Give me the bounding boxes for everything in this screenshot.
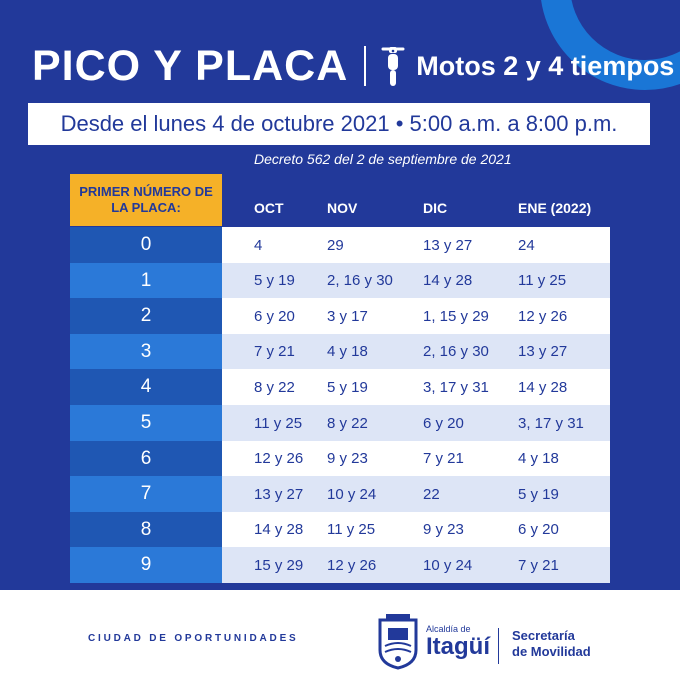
- month-header-ene: ENE (2022): [518, 200, 592, 216]
- date-cell: 1, 15 y 29: [423, 307, 489, 325]
- date-cell: 14 y 28: [423, 272, 473, 290]
- date-cell: 13 y 27: [518, 343, 568, 361]
- plate-digit: 3: [70, 334, 222, 370]
- table-row: [70, 405, 610, 441]
- month-header-oct: OCT: [254, 200, 284, 216]
- date-cell: 8 y 22: [327, 414, 368, 432]
- brand-name: Itagüí: [426, 633, 490, 660]
- date-cell: 7 y 21: [423, 450, 464, 468]
- department-line-1: Secretaría: [512, 628, 575, 643]
- date-cell: 12 y 26: [518, 307, 568, 325]
- date-cell: 5 y 19: [327, 378, 368, 396]
- decree-note: Decreto 562 del 2 de septiembre de 2021: [254, 151, 512, 167]
- plate-number-label: PRIMER NÚMERO DE LA PLACA:: [70, 174, 222, 226]
- table-row: [70, 441, 610, 477]
- itagui-brand: [426, 624, 490, 660]
- date-cell: 3, 17 y 31: [518, 414, 584, 432]
- title-row: [32, 38, 674, 94]
- date-cells: [222, 334, 610, 370]
- plate-digit: 5: [70, 405, 222, 441]
- date-cell: 22: [423, 485, 440, 503]
- footer-slogan: CIUDAD DE OPORTUNIDADES: [88, 633, 299, 644]
- date-cell: 2, 16 y 30: [327, 272, 393, 290]
- date-cell: 6 y 20: [254, 307, 295, 325]
- title-separator: [364, 46, 366, 86]
- date-cell: 6 y 20: [423, 414, 464, 432]
- crest-icon: [376, 612, 420, 670]
- plate-digit: 1: [70, 263, 222, 299]
- date-cell: 8 y 22: [254, 378, 295, 396]
- table-row: [70, 298, 610, 334]
- plate-digit: 2: [70, 298, 222, 334]
- date-cell: 3, 17 y 31: [423, 378, 489, 396]
- date-cell: 13 y 27: [423, 236, 473, 254]
- table-row: [70, 547, 610, 583]
- date-cells: [222, 227, 610, 263]
- table-row: [70, 334, 610, 370]
- date-cell: 14 y 28: [518, 378, 568, 396]
- date-cell: 10 y 24: [423, 556, 473, 574]
- date-cell: 13 y 27: [254, 485, 304, 503]
- department-name: [512, 628, 591, 660]
- date-cell: 11 y 25: [518, 272, 567, 290]
- plate-digit: 7: [70, 476, 222, 512]
- table-row: [70, 263, 610, 299]
- motorcycle-icon: [380, 43, 406, 89]
- date-cell: 12 y 26: [254, 450, 304, 468]
- table-row: [70, 369, 610, 405]
- date-cell: 5 y 19: [254, 272, 295, 290]
- date-range-banner: Desde el lunes 4 de octubre 2021 • 5:00 a.m. a 8:00 p.m.: [28, 103, 650, 145]
- footer-separator: [498, 628, 499, 664]
- page-subtitle: Motos 2 y 4 tiempos: [416, 50, 675, 81]
- date-cells: [222, 369, 610, 405]
- date-cell: 11 y 25: [254, 414, 303, 432]
- plate-digit: 6: [70, 441, 222, 477]
- date-cell: 15 y 29: [254, 556, 304, 574]
- date-cell: 11 y 25: [327, 521, 376, 539]
- department-line-2: de Movilidad: [512, 644, 591, 659]
- date-cell: 14 y 28: [254, 521, 304, 539]
- brand-prefix: Alcaldía de: [426, 624, 471, 634]
- date-cell: 4 y 18: [518, 450, 559, 468]
- plate-digit: 9: [70, 547, 222, 583]
- date-cell: 6 y 20: [518, 521, 559, 539]
- date-cells: [222, 405, 610, 441]
- date-cell: 3 y 17: [327, 307, 368, 325]
- date-cell: 7 y 21: [518, 556, 559, 574]
- plate-digit: 8: [70, 512, 222, 548]
- date-cells: [222, 476, 610, 512]
- date-cell: 29: [327, 236, 344, 254]
- page-title: PICO Y PLACA: [32, 41, 349, 90]
- date-cells: [222, 441, 610, 477]
- date-cells: [222, 547, 610, 583]
- date-cell: 7 y 21: [254, 343, 295, 361]
- date-cell: 10 y 24: [327, 485, 377, 503]
- month-header-dic: DIC: [423, 200, 448, 216]
- date-cells: [222, 263, 610, 299]
- date-cell: 2, 16 y 30: [423, 343, 489, 361]
- date-cell: 12 y 26: [327, 556, 377, 574]
- date-cell: 9 y 23: [327, 450, 368, 468]
- month-header-nov: NOV: [327, 200, 358, 216]
- plate-digit: 4: [70, 369, 222, 405]
- table-row: [70, 512, 610, 548]
- table-row: [70, 227, 610, 263]
- table-row: [70, 476, 610, 512]
- plate-digit: 0: [70, 227, 222, 263]
- date-cells: [222, 512, 610, 548]
- date-cell: 4 y 18: [327, 343, 368, 361]
- date-cell: 24: [518, 236, 535, 254]
- date-cell: 5 y 19: [518, 485, 559, 503]
- date-cells: [222, 298, 610, 334]
- date-cell: 4: [254, 236, 263, 254]
- date-cell: 9 y 23: [423, 521, 464, 539]
